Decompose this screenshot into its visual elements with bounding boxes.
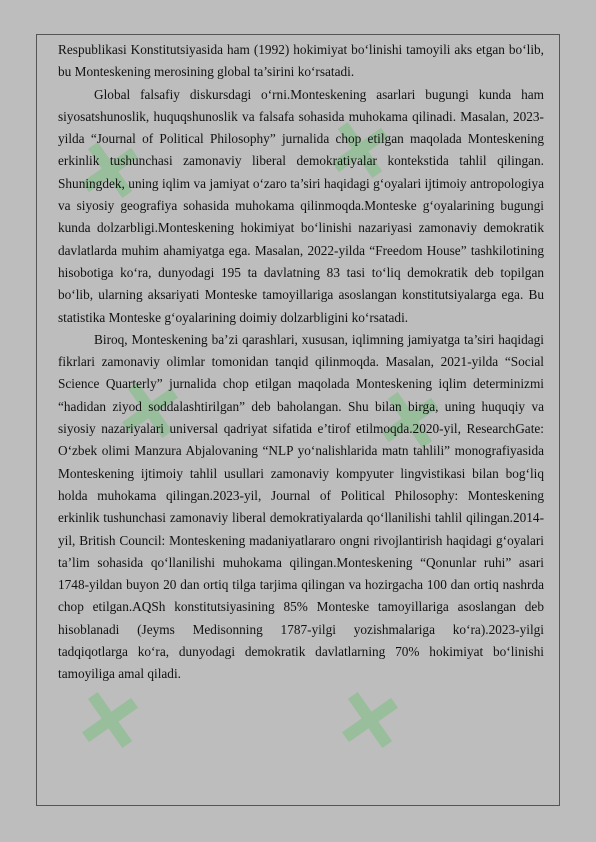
paragraph-3: Biroq, Monteskening ba’zi qarashlari, xususan, iqlimning jamiyatga ta’siri haqidagi fikrlari zamonaviy olimlar tomonidan tanqid qilinmoqda. Masalan, 2021-yilda “Social Science Quarterly” jurnalida chop etilgan maqolada Monteskening iqlim determinizmi “hadidan ziyod soddalashtirilgan” deb baholangan. Shu bilan birga, uning huquqiy va siyosiy nazariyalari universal qadriyat sifatida e’tirof etilmoqda.2020-yil, ResearchGate: O‘zbek olimi Manzura Abjalovaning “NLP yo‘nalishlarida matn tahlili” monografiyasida Monteskening ijtimoiy tahlil usullari zamonaviy kompyuter lingvistikasi bilan bog‘liq holda muhokama qilingan.2023-yil, Journal of Political Philosophy: Monteskening erkinlik tushunchasi zamonaviy liberal demokratiyalarda qo‘llanilishi tahlil qilingan.2014-yil, British Council: Monteskening madaniyatlararo ongni rivojlantirish haqidagi g‘oyalari ta’lim sohasida qo‘llanilishi muhokama qilingan.Monteskening “Qonunlar ruhi” asari 1748-yildan buyon 20 dan ortiq tilga tarjima qilingan va hozirgacha 100 dan ortiq nashrda chop etilgan.AQSh konstitutsiyasining 85% Monteske tamoyillariga asoslangan deb hisoblanadi (Jeyms Medisonning 1787-yilgi yozishmalariga ko‘ra).2023-yilgi tadqiqotlarga ko‘ra, dunyodagi demokratik davlatlarning 70% hokimiyat bo‘linishi tamoyiliga amal qiladi. — [58, 331, 544, 682]
paragraph-2: Global falsafiy diskursdagi o‘rni.Monteskening asarlari bugungi kunda ham siyosatshunoslik, huquqshunoslik va falsafa sohasida muhokama qilinadi. Masalan, 2023-yilda “Journal of Political Philosophy” jurnalida chop etilgan maqolada Monteskening erkinlik tushunchasi zamonaviy liberal demokratiyalar kontekstida tahlil qilingan. Shuningdek, uning iqlim va jamiyat o‘zaro ta’siri haqidagi g‘oyalari ijtimoiy antropologiya va siyosiy geografiya sohasida muhokama qilinmoqda.Monteske g‘oyalarining bugungi kunda dolzarbligi.Monteskening hokimiyat bo‘linishi nazariyasi zamonaviy demokratik davlatlarda muhim ahamiyatga ega. Masalan, 2022-yilda “Freedom House” tashkilotining hisobotiga ko‘ra, dunyodagi 195 ta davlatning 83 tasi to‘liq demokratik deb topilgan bo‘lib, ularning aksariyati Monteske tamoyillariga asoslangan konstitutsiyalarga ega. Bu statistika Monteske g‘oyalarining doimiy dolzarbligini ko‘rsatadi. — [58, 86, 544, 325]
document-body — [58, 39, 544, 686]
paragraph-1: Respublikasi Konstitutsiyasida ham (1992) hokimiyat bo‘linishi tamoyili aks etgan bo‘lib, bu Monteskening merosining global ta’sirini ko‘rsatadi. — [58, 42, 544, 80]
